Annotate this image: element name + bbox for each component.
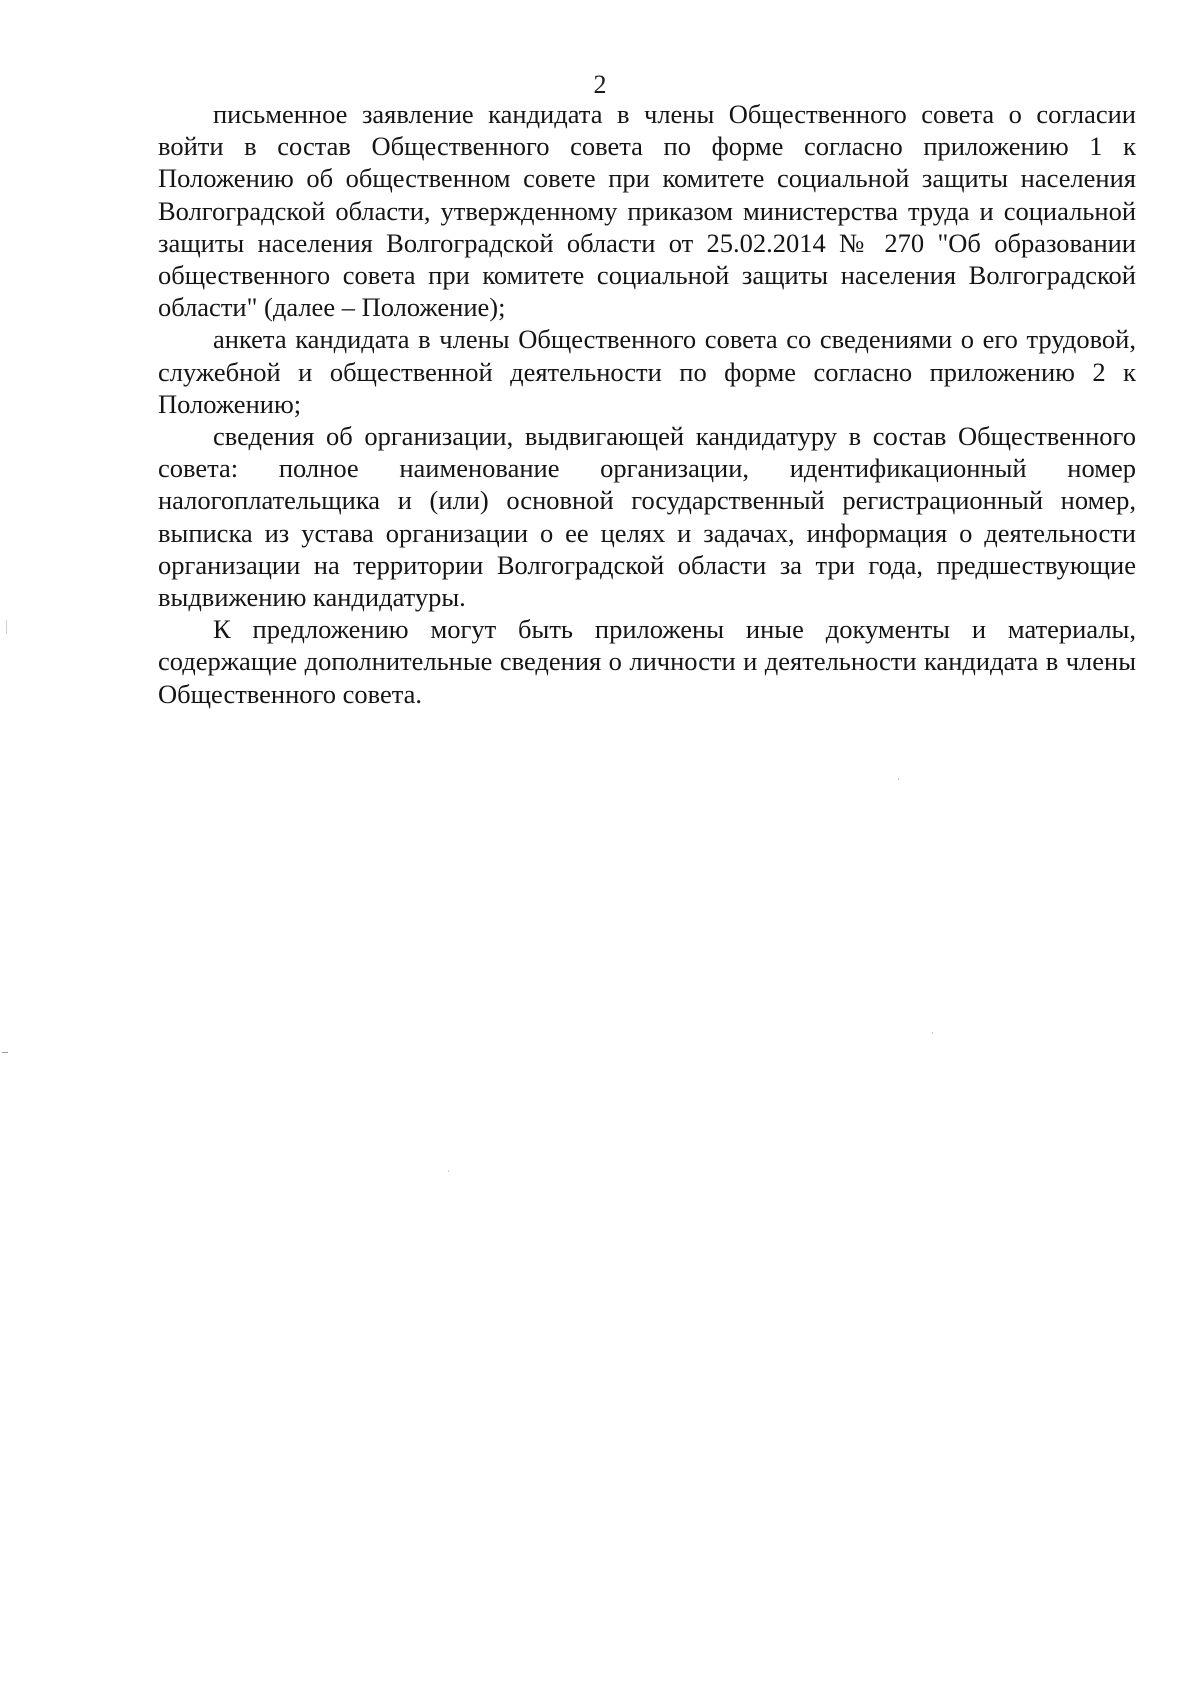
scan-artifact bbox=[932, 1032, 933, 1034]
scan-artifact bbox=[2, 1052, 8, 1053]
document-body bbox=[158, 98, 1136, 710]
page-number: 2 bbox=[593, 70, 607, 99]
scan-artifact bbox=[898, 778, 899, 780]
paragraph-organization-info: сведения об организации, выдвигающей кандидатуру в состав Общественного совета: полное наименование организации, идентификационный номер налогоплательщика и (или) основной государственный регистрационный номер, выписка из устава организации о ее целях и задачах, информация о деятельности организации на территории Волгоградской области за три года, предшествующие выдвижению кандидатуры. bbox=[158, 421, 1136, 613]
paragraph-candidate-questionnaire: анкета кандидата в члены Общественного совета со сведениями о его трудовой, служебной и общественной деятельности по форме согласно приложению 2 к Положению; bbox=[158, 324, 1136, 419]
paragraph-additional-documents: К предложению могут быть приложены иные документы и материалы, содержащие дополнительные сведения о личности и деятельности кандидата в члены Общественного совета. bbox=[158, 614, 1136, 709]
scan-artifact bbox=[448, 1170, 449, 1172]
paragraph-written-application: письменное заявление кандидата в члены Общественного совета о согласии войти в состав Общественного совета по форме согласно приложению 1 к Положению об общественном совете при комитете социальной защиты населения Волгоградской области, утвержденному приказом министерства труда и социальной защиты населения Волгоградской области от 25.02.2014 № 270 "Об образовании общественного совета при комитете социальной защиты населения Волгоградской области" (далее – Положение); bbox=[158, 99, 1136, 323]
scan-artifact bbox=[6, 620, 7, 634]
